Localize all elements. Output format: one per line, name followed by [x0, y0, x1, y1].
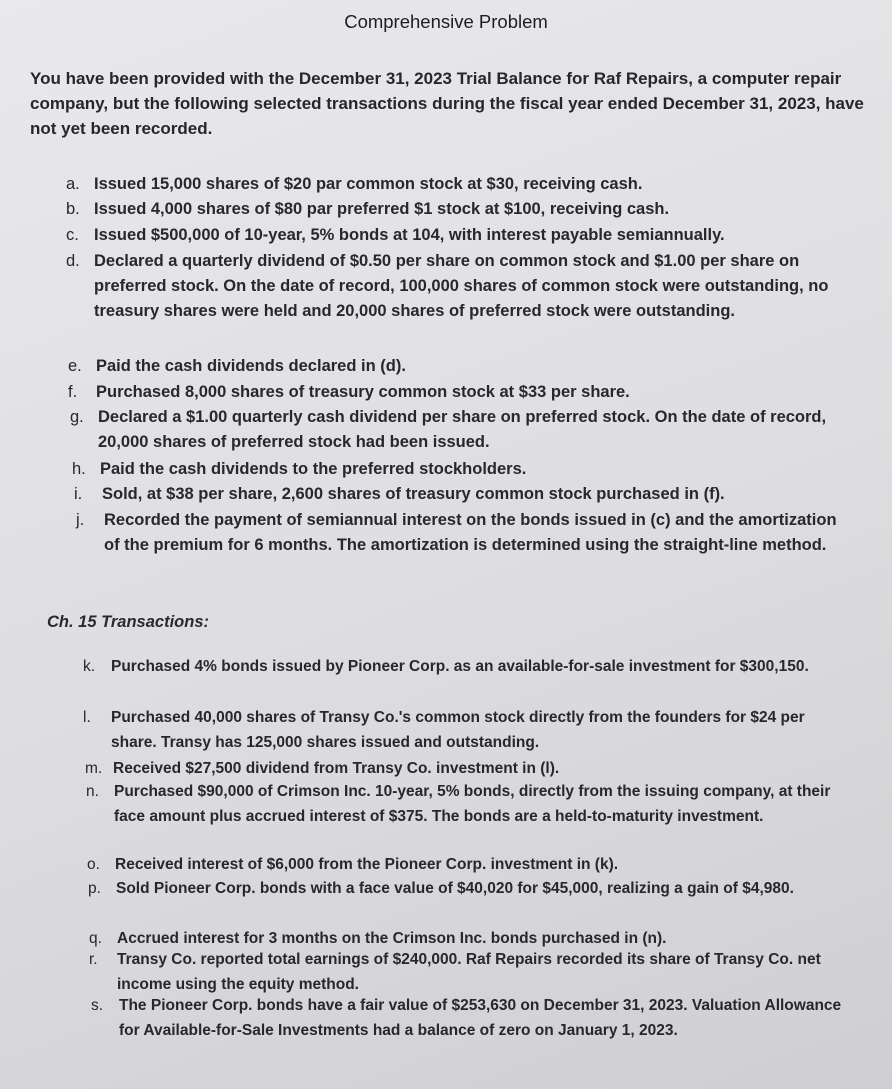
item-letter: b.	[66, 200, 80, 218]
item-letter: f.	[68, 383, 78, 401]
item-letter: m.	[85, 760, 103, 777]
transaction-h	[72, 457, 862, 482]
item-letter: p.	[88, 880, 101, 897]
transaction-o	[87, 852, 847, 877]
transaction-e	[68, 354, 868, 379]
transaction-r	[89, 947, 859, 997]
item-text: Issued 4,000 shares of $80 par preferred $1 stock at $100, receiving cash.	[94, 200, 670, 218]
item-text: Issued 15,000 shares of $20 par common stock at $30, receiving cash.	[94, 175, 643, 193]
item-letter: q.	[89, 930, 102, 947]
item-text: Declared a $1.00 quarterly cash dividend per share on preferred stock. On the date of record, 20,000 shares of preferred stock had been issued.	[98, 408, 827, 451]
transaction-g	[70, 405, 860, 455]
item-letter: c.	[66, 226, 79, 244]
transaction-c	[66, 223, 866, 248]
item-text: Purchased $90,000 of Crimson Inc. 10-year, 5% bonds, directly from the issuing company, at their face amount plus accrued interest of $375. The bonds are a held-to-maturity investment.	[114, 783, 831, 825]
item-letter: a.	[66, 175, 80, 193]
transaction-i	[74, 482, 864, 507]
item-text: Paid the cash dividends to the preferred stockholders.	[100, 460, 527, 478]
intro-paragraph: You have been provided with the December 31, 2023 Trial Balance for Raf Repairs, a computer repair company, but the following selected transactions during the fiscal year ended December 31, 2023, have not yet been recorded.	[30, 69, 864, 138]
item-letter: h.	[72, 460, 86, 478]
transaction-m	[85, 756, 845, 781]
item-text: Sold, at $38 per share, 2,600 shares of treasury common stock purchased in (f).	[102, 485, 725, 503]
item-text: Transy Co. reported total earnings of $240,000. Raf Repairs recorded its share of Transy Co. net income using the equity method.	[117, 951, 821, 993]
item-text: Issued $500,000 of 10-year, 5% bonds at 104, with interest payable semiannually.	[94, 226, 725, 244]
item-text: Paid the cash dividends declared in (d).	[96, 357, 406, 375]
item-text: Purchased 40,000 shares of Transy Co.'s common stock directly from the founders for $24 per share. Transy has 125,000 shares issued and outstanding.	[111, 709, 805, 751]
item-text: Received $27,500 dividend from Transy Co. investment in (l).	[113, 760, 560, 777]
item-letter: k.	[83, 658, 96, 675]
item-text: Recorded the payment of semiannual interest on the bonds issued in (c) and the amortization of the premium for 6 months. The amortization is determined using the straight-line method.	[104, 511, 837, 554]
transaction-d	[66, 249, 876, 324]
item-text: The Pioneer Corp. bonds have a fair value of $253,630 on December 31, 2023. Valuation Allowance for Available-for-Sale Investments had a balance of zero on January 1, 2023.	[119, 997, 842, 1039]
transaction-a	[66, 172, 866, 197]
transaction-n	[86, 779, 846, 829]
transaction-b	[66, 197, 866, 222]
transaction-p	[88, 876, 848, 901]
transaction-l	[83, 705, 853, 755]
transaction-s	[91, 993, 861, 1043]
item-letter: r.	[89, 951, 98, 968]
item-text: Purchased 8,000 shares of treasury common stock at $33 per share.	[96, 383, 630, 401]
item-letter: o.	[87, 856, 100, 873]
transaction-k	[83, 654, 843, 679]
item-letter: s.	[91, 997, 104, 1014]
item-letter: d.	[66, 252, 80, 270]
transaction-f	[68, 380, 868, 405]
item-text: Declared a quarterly dividend of $0.50 per share on common stock and $1.00 per share on preferred stock. On the date of record, 100,000 shares of common stock were outstanding, no treasury shares were held and 20,000 shares of preferred stock were outstanding.	[94, 252, 829, 320]
item-letter: l.	[83, 709, 91, 726]
item-letter: j.	[76, 511, 85, 529]
item-text: Purchased 4% bonds issued by Pioneer Corp. as an available-for-sale investment for $300,150.	[111, 658, 809, 675]
page-title: Comprehensive Problem	[344, 11, 548, 32]
item-text: Received interest of $6,000 from the Pioneer Corp. investment in (k).	[115, 856, 619, 873]
item-letter: n.	[86, 783, 99, 800]
item-text: Sold Pioneer Corp. bonds with a face value of $40,020 for $45,000, realizing a gain of $4,980.	[116, 880, 794, 897]
item-letter: i.	[74, 485, 83, 503]
transaction-j	[76, 508, 846, 558]
item-text: Accrued interest for 3 months on the Crimson Inc. bonds purchased in (n).	[117, 930, 667, 947]
section-heading: Ch. 15 Transactions:	[47, 613, 209, 631]
item-letter: e.	[68, 357, 82, 375]
item-letter: g.	[70, 408, 84, 426]
